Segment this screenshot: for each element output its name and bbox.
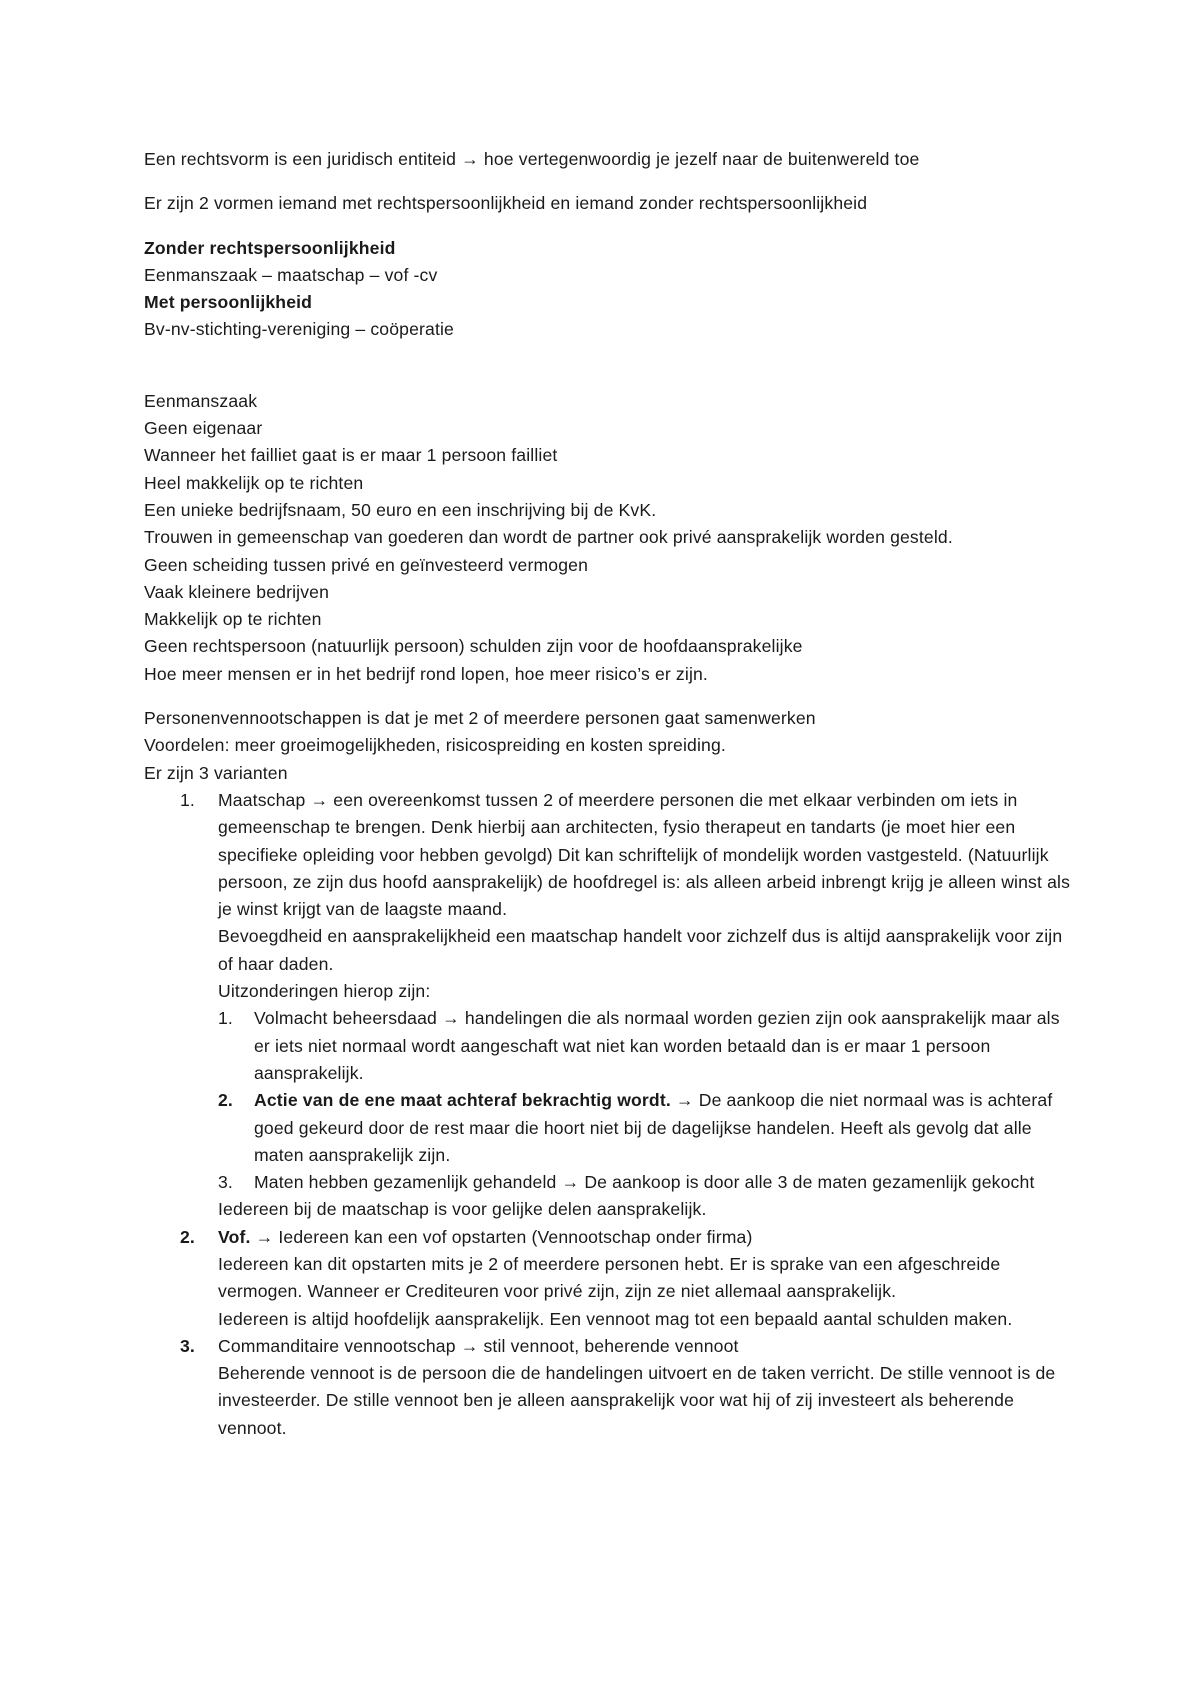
item-paragraph: Iedereen is altijd hoofdelijk aansprakelijk. Een vennoot mag tot een bepaald aantal schulden maken. — [218, 1308, 1013, 1329]
list-number: 3. — [180, 1335, 195, 1356]
item-extra: Bevoegdheid en aansprakelijkheid een maatschap handelt voor zichzelf dus is altijd aansprakelijk voor zijn of haar daden. — [218, 926, 1063, 974]
arrow-icon: → — [561, 1172, 580, 1193]
intro-line-1 — [144, 146, 1074, 173]
item-paragraph: Iedereen kan dit opstarten mits je 2 of meerdere personen hebt. Er is sprake van een afgeschreide vermogen. Wanneer er Crediteuren voor privé zijn, zijn ze niet allemaal aansprakelijk. — [218, 1253, 1001, 1302]
list-item-exception — [218, 1005, 1074, 1087]
eenmanszaak-line: Vaak kleinere bedrijven — [144, 581, 330, 602]
list-number: 2. — [218, 1090, 233, 1111]
exception-text: De aankoop die niet normaal was is achteraf goed gekeurd door de rest maar die hoort niet bij de dagelijkse handelen. Heeft als gevolg dat alle maten aansprakelijk zijn. — [254, 1090, 1053, 1165]
eenmanszaak-line: Een unieke bedrijfsnaam, 50 euro en een inschrijving bij de KvK. — [144, 499, 657, 520]
exception-head: Maten hebben gezamenlijk gehandeld — [254, 1172, 557, 1193]
heading-without-legal-personality: Zonder rechtspersoonlijkheid — [144, 237, 396, 258]
exception-text: handelingen die als normaal worden gezien zijn ook aansprakelijk maar als er iets niet normaal wordt aangeschaft wat niet kan worden betaald dan is er maar 1 persoon aansprakelijk. — [254, 1008, 1060, 1083]
eenmanszaak-line: Makkelijk op te richten — [144, 609, 322, 630]
list-item-exception — [218, 1169, 1074, 1196]
intro-line-2: Er zijn 2 vormen iemand met rechtspersoonlijkheid en iemand zonder rechtspersoonlijkheid — [144, 193, 868, 214]
eenmanszaak-line: Geen rechtspersoon (natuurlijk persoon) schulden zijn voor de hoofdaansprakelijke — [144, 636, 803, 657]
list-number: 1. — [180, 789, 195, 810]
personen-line-2: Voordelen: meer groeimogelijkheden, risicospreiding en kosten spreiding. — [144, 735, 726, 756]
personen-line-1: Personenvennootschappen is dat je met 2 of meerdere personen gaat samenwerken — [144, 708, 816, 729]
item-text: een overeenkomst tussen 2 of meerdere personen die met elkaar verbinden om iets in gemeenschap te brengen. Denk hierbij aan architecten, fysio therapeut en tandarts (je moet hier een specifieke opleiding voor hebben gevolgd) Dit kan schriftelijk of mondelijk worden vastgesteld. (Natuurlijk persoon, ze zijn dus hoofd aansprakelijk) de hoofdregel is: als alleen arbeid inbrengt krijg je alleen winst als je winst krijgt van de laagste maand. — [218, 789, 1071, 920]
list-item-vof — [144, 1224, 1074, 1333]
arrow-icon: → — [461, 149, 479, 169]
eenmanszaak-line: Hoe meer mensen er in het bedrijf rond lopen, hoe meer risico’s er zijn. — [144, 663, 708, 684]
list-item-maatschap — [144, 787, 1074, 1224]
list-number: 2. — [180, 1226, 195, 1247]
arrow-icon: → — [460, 1335, 479, 1356]
personen-line-3: Er zijn 3 varianten — [144, 762, 288, 783]
intro-text: Een rechtsvorm is een juridisch entiteid — [144, 149, 457, 169]
document-body — [144, 146, 1074, 1442]
exception-head: Actie van de ene maat achteraf bekrachtig wordt. — [254, 1090, 671, 1111]
list-item-cv — [144, 1333, 1074, 1442]
eenmanszaak-line: Geen scheiding tussen privé en geïnvesteerd vermogen — [144, 554, 589, 575]
list-item-exception — [218, 1087, 1074, 1169]
eenmanszaak-line: Wanneer het failliet gaat is er maar 1 persoon failliet — [144, 445, 558, 466]
exception-text: De aankoop is door alle 3 de maten gezamenlijk gekocht — [584, 1172, 1035, 1193]
heading-with-personality: Met persoonlijkheid — [144, 292, 313, 313]
arrow-icon: → — [675, 1090, 694, 1111]
item-head: Vof. — [218, 1226, 251, 1247]
exceptions-list — [218, 1005, 1074, 1196]
forms-without-list: Eenmanszaak – maatschap – vof -cv — [144, 264, 438, 285]
item-text: stil vennoot, beherende vennoot — [483, 1335, 739, 1356]
item-text: Iedereen kan een vof opstarten (Vennootschap onder firma) — [278, 1226, 753, 1247]
item-closing: Iedereen bij de maatschap is voor gelijke delen aansprakelijk. — [218, 1199, 707, 1220]
item-paragraph: Beherende vennoot is de persoon die de handelingen uitvoert en de taken verricht. De stille vennoot is de investeerder. De stille vennoot ben je alleen aansprakelijk voor wat hij of zij investeert als beherende vennoot. — [218, 1363, 1056, 1438]
item-head: Maatschap — [218, 789, 306, 810]
item-head: Commanditaire vennootschap — [218, 1335, 456, 1356]
arrow-icon: → — [442, 1008, 460, 1029]
eenmanszaak-line: Geen eigenaar — [144, 418, 263, 439]
intro-text-cont: hoe vertegenwoordig je jezelf naar de buitenwereld toe — [483, 149, 920, 169]
arrow-icon: → — [310, 789, 329, 810]
forms-with-list: Bv-nv-stichting-vereniging – coöperatie — [144, 319, 454, 340]
exception-head: Volmacht beheersdaad — [254, 1008, 437, 1029]
eenmanszaak-line: Trouwen in gemeenschap van goederen dan wordt de partner ook privé aansprakelijk worden gesteld. — [144, 527, 953, 548]
exceptions-intro: Uitzonderingen hierop zijn: — [218, 981, 431, 1002]
arrow-icon: → — [255, 1226, 274, 1247]
variants-list — [144, 787, 1074, 1442]
eenmanszaak-title: Eenmanszaak — [144, 390, 258, 411]
list-number: 1. — [218, 1008, 233, 1029]
list-number: 3. — [218, 1172, 233, 1193]
eenmanszaak-line: Heel makkelijk op te richten — [144, 472, 364, 493]
